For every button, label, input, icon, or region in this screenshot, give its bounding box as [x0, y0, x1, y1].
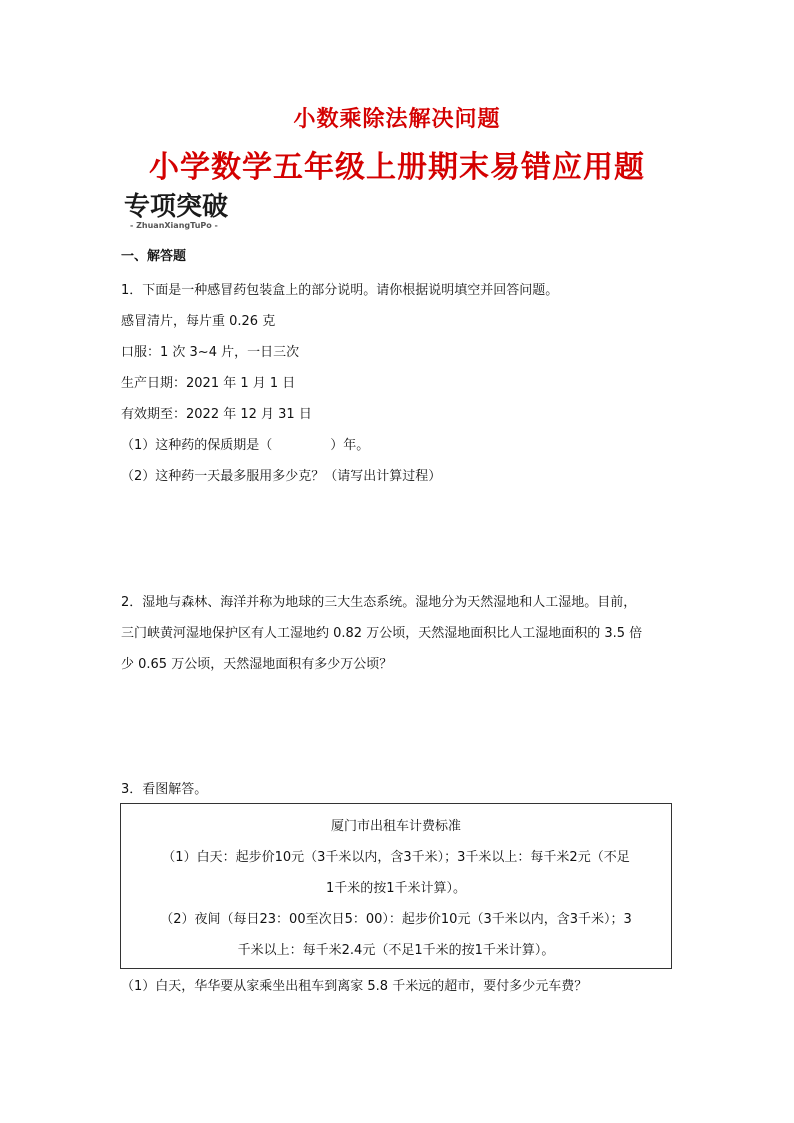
fare-box-line: 1千米的按1千米计算）。 — [325, 881, 467, 896]
question-1-part-1-prefix: （1）这种药的保质期是（ — [121, 438, 273, 453]
logo-sub-text: - ZhuanXiangTuPo - — [130, 221, 218, 230]
logo-main-text: 专项突破 — [124, 192, 229, 222]
question-1-stem: 1．下面是一种感冒药包装盒上的部分说明。请你根据说明填空并回答问题。 — [121, 283, 559, 298]
fare-box-line: （1）白天：起步价10元（3千米以内，含3千米）；3千米以上：每千米2元（不足 — [162, 850, 630, 865]
fare-box-line: （2）夜间（每日23：00至次日5：00）：起步价10元（3千米以内，含3千米）；3 — [160, 912, 632, 927]
question-1-part-2: （2）这种药一天最多服用多少克？（请写出计算过程） — [121, 469, 442, 484]
fare-box-line: 千米以上：每千米2.4元（不足1千米的按1千米计算）。 — [237, 943, 555, 958]
taxi-fare-standard-box — [120, 803, 672, 969]
fare-box-title: 厦门市出租车计费标准 — [330, 819, 461, 834]
question-1-info-line: 有效期至：2022 年 12 月 31 日 — [121, 407, 312, 422]
question-1-info-line: 生产日期：2021 年 1 月 1 日 — [121, 376, 296, 391]
question-2-line: 三门峡黄河湿地保护区有人工湿地约 0.82 万公顷，天然湿地面积比人工湿地面积的 3.5 倍 — [121, 626, 643, 641]
document-subtitle: 小数乘除法解决问题 — [293, 106, 501, 132]
document-title: 小学数学五年级上册期末易错应用题 — [149, 150, 645, 185]
question-1-part-1 — [121, 437, 369, 455]
question-3-stem: 3．看图解答。 — [121, 782, 208, 797]
question-1-info-line: 口服：1 次 3~4 片，一日三次 — [121, 345, 300, 360]
question-1-info-line: 感冒清片，每片重 0.26 克 — [121, 314, 276, 329]
question-3-part-1: （1）白天，华华要从家乘坐出租车到离家 5.8 千米远的超市，要付多少元车费？ — [121, 979, 588, 994]
question-1-part-1-suffix: ）年。 — [330, 438, 370, 453]
zhuanxiang-tupo-logo — [124, 186, 242, 234]
question-2-line: 2．湿地与森林、海洋并称为地球的三大生态系统。湿地分为天然湿地和人工湿地。目前， — [121, 595, 637, 610]
section-heading: 一、解答题 — [121, 249, 187, 264]
question-2-line: 少 0.65 万公顷，天然湿地面积有多少万公顷？ — [121, 657, 393, 672]
